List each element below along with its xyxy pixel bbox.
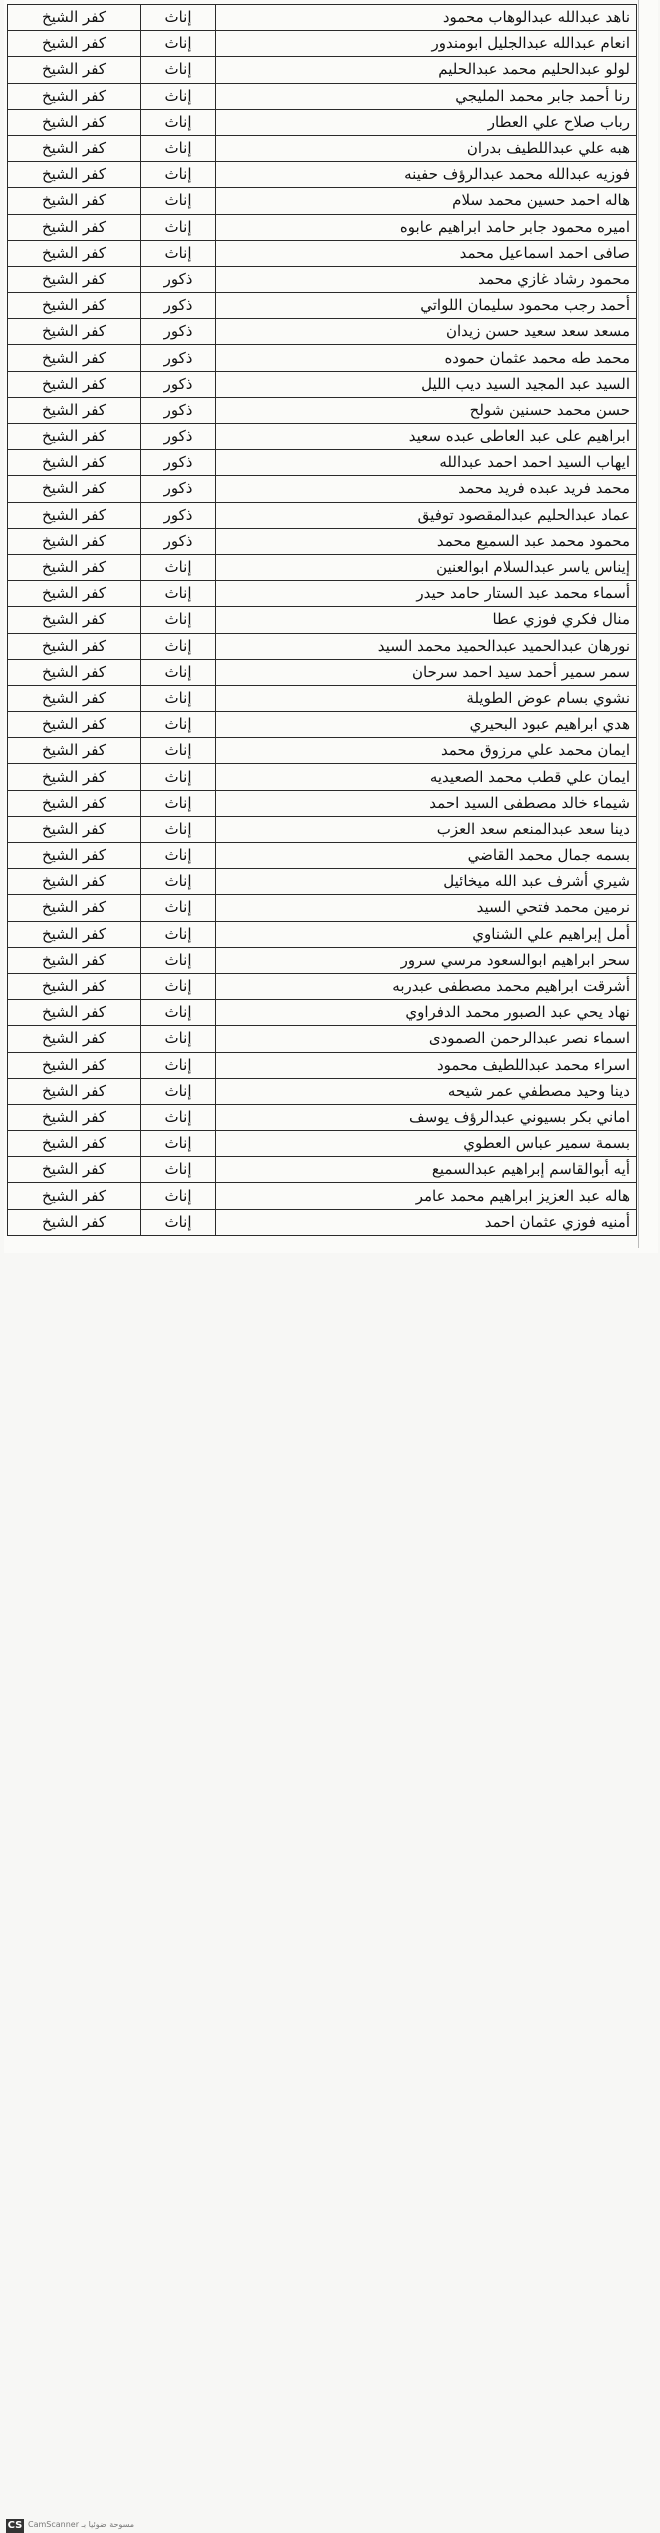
name-cell: منال فكري فوزي عطا bbox=[216, 607, 637, 633]
name-cell: محمد فريد عبده فريد محمد bbox=[216, 476, 637, 502]
name-cell: هدي ابراهيم عبود البحيري bbox=[216, 712, 637, 738]
name-cell: اسماء نصر عبدالرحمن الصمودى bbox=[216, 1026, 637, 1052]
table-row bbox=[8, 5, 637, 31]
city-cell: كفر الشيخ bbox=[8, 1209, 141, 1235]
table-row bbox=[8, 554, 637, 580]
gender-cell: إناث bbox=[141, 83, 216, 109]
city-cell: كفر الشيخ bbox=[8, 554, 141, 580]
city-cell: كفر الشيخ bbox=[8, 5, 141, 31]
name-cell: أشرقت ابراهيم محمد مصطفى عبدربه bbox=[216, 973, 637, 999]
name-cell: نشوي بسام عوض الطويلة bbox=[216, 685, 637, 711]
name-cell: لولو عبدالحليم محمد عبدالحليم bbox=[216, 57, 637, 83]
name-cell: إيناس ياسر عبدالسلام ابوالعنين bbox=[216, 554, 637, 580]
name-cell: محمد طه محمد عثمان حموده bbox=[216, 345, 637, 371]
city-cell: كفر الشيخ bbox=[8, 240, 141, 266]
city-cell: كفر الشيخ bbox=[8, 57, 141, 83]
table-row bbox=[8, 31, 637, 57]
name-cell: حسن محمد حسنين شولح bbox=[216, 397, 637, 423]
table-row bbox=[8, 581, 637, 607]
city-cell: كفر الشيخ bbox=[8, 1104, 141, 1130]
name-cell: أحمد رجب محمود سليمان اللواتي bbox=[216, 293, 637, 319]
city-cell: كفر الشيخ bbox=[8, 293, 141, 319]
city-cell: كفر الشيخ bbox=[8, 659, 141, 685]
roster-body bbox=[8, 5, 637, 1236]
name-cell: اسراء محمد عبداللطيف محمود bbox=[216, 1052, 637, 1078]
city-cell: كفر الشيخ bbox=[8, 738, 141, 764]
table-row bbox=[8, 345, 637, 371]
gender-cell: إناث bbox=[141, 1078, 216, 1104]
name-cell: ايمان علي قطب محمد الصعيديه bbox=[216, 764, 637, 790]
table-row bbox=[8, 109, 637, 135]
name-cell: دينا وحيد مصطفي عمر شيحه bbox=[216, 1078, 637, 1104]
gender-cell: إناث bbox=[141, 1000, 216, 1026]
city-cell: كفر الشيخ bbox=[8, 162, 141, 188]
name-cell: انعام عبدالله عبدالجليل ابومندور bbox=[216, 31, 637, 57]
table-row bbox=[8, 319, 637, 345]
name-cell: اميره محمود جابر حامد ابراهيم عابوه bbox=[216, 214, 637, 240]
name-cell: ايهاب السيد احمد احمد عبدالله bbox=[216, 450, 637, 476]
gender-cell: إناث bbox=[141, 5, 216, 31]
table-row bbox=[8, 1183, 637, 1209]
gender-cell: إناث bbox=[141, 738, 216, 764]
table-row bbox=[8, 240, 637, 266]
gender-cell: إناث bbox=[141, 214, 216, 240]
table-row bbox=[8, 57, 637, 83]
gender-cell: ذكور bbox=[141, 345, 216, 371]
table-row bbox=[8, 266, 637, 292]
table-row bbox=[8, 293, 637, 319]
table-row bbox=[8, 895, 637, 921]
city-cell: كفر الشيخ bbox=[8, 816, 141, 842]
gender-cell: إناث bbox=[141, 764, 216, 790]
gender-cell: إناث bbox=[141, 1131, 216, 1157]
name-cell: نرمين محمد فتحي السيد bbox=[216, 895, 637, 921]
table-row bbox=[8, 162, 637, 188]
gender-cell: ذكور bbox=[141, 293, 216, 319]
city-cell: كفر الشيخ bbox=[8, 1157, 141, 1183]
gender-cell: إناث bbox=[141, 1209, 216, 1235]
table-row bbox=[8, 816, 637, 842]
gender-cell: إناث bbox=[141, 1026, 216, 1052]
gender-cell: إناث bbox=[141, 240, 216, 266]
gender-cell: إناث bbox=[141, 135, 216, 161]
table-row bbox=[8, 712, 637, 738]
camscanner-watermark-text: CamScanner مسوحة ضوئيا بـ bbox=[28, 2520, 135, 2529]
table-row bbox=[8, 869, 637, 895]
name-cell: أمل إبراهيم علي الشناوي bbox=[216, 921, 637, 947]
gender-cell: إناث bbox=[141, 162, 216, 188]
table-row bbox=[8, 476, 637, 502]
city-cell: كفر الشيخ bbox=[8, 581, 141, 607]
gender-cell: إناث bbox=[141, 1104, 216, 1130]
name-cell: ابراهيم على عبد العاطى عبده سعيد bbox=[216, 424, 637, 450]
name-cell: أيه أبوالقاسم إبراهيم عبدالسميع bbox=[216, 1157, 637, 1183]
city-cell: كفر الشيخ bbox=[8, 973, 141, 999]
table-row bbox=[8, 1000, 637, 1026]
table-row bbox=[8, 424, 637, 450]
table-row bbox=[8, 502, 637, 528]
gender-cell: إناث bbox=[141, 57, 216, 83]
city-cell: كفر الشيخ bbox=[8, 424, 141, 450]
name-cell: صافى احمد اسماعيل محمد bbox=[216, 240, 637, 266]
table-row bbox=[8, 214, 637, 240]
name-cell: بسمة سمير عباس العطوي bbox=[216, 1131, 637, 1157]
gender-cell: إناث bbox=[141, 659, 216, 685]
city-cell: كفر الشيخ bbox=[8, 266, 141, 292]
city-cell: كفر الشيخ bbox=[8, 109, 141, 135]
gender-cell: ذكور bbox=[141, 319, 216, 345]
table-row bbox=[8, 371, 637, 397]
name-cell: فوزيه عبدالله محمد عبدالرؤف حفينه bbox=[216, 162, 637, 188]
gender-cell: إناث bbox=[141, 109, 216, 135]
gender-cell: إناث bbox=[141, 921, 216, 947]
table-row bbox=[8, 1026, 637, 1052]
city-cell: كفر الشيخ bbox=[8, 947, 141, 973]
city-cell: كفر الشيخ bbox=[8, 188, 141, 214]
page-edge-line bbox=[638, 0, 639, 1248]
gender-cell: إناث bbox=[141, 1157, 216, 1183]
table-row bbox=[8, 633, 637, 659]
gender-cell: إناث bbox=[141, 712, 216, 738]
name-cell: ايمان محمد علي مرزوق محمد bbox=[216, 738, 637, 764]
table-row bbox=[8, 947, 637, 973]
gender-cell: إناث bbox=[141, 843, 216, 869]
name-cell: رباب صلاح علي العطار bbox=[216, 109, 637, 135]
name-cell: هبه علي عبداللطيف بدران bbox=[216, 135, 637, 161]
city-cell: كفر الشيخ bbox=[8, 345, 141, 371]
gender-cell: ذكور bbox=[141, 476, 216, 502]
city-cell: كفر الشيخ bbox=[8, 633, 141, 659]
city-cell: كفر الشيخ bbox=[8, 869, 141, 895]
gender-cell: ذكور bbox=[141, 528, 216, 554]
gender-cell: إناث bbox=[141, 973, 216, 999]
name-cell: أسماء محمد عبد الستار حامد حيدر bbox=[216, 581, 637, 607]
gender-cell: إناث bbox=[141, 607, 216, 633]
table-row bbox=[8, 843, 637, 869]
name-cell: محمود محمد عبد السميع محمد bbox=[216, 528, 637, 554]
name-cell: هاله عبد العزيز ابراهيم محمد عامر bbox=[216, 1183, 637, 1209]
table-row bbox=[8, 659, 637, 685]
city-cell: كفر الشيخ bbox=[8, 528, 141, 554]
city-cell: كفر الشيخ bbox=[8, 790, 141, 816]
gender-cell: إناث bbox=[141, 947, 216, 973]
gender-cell: إناث bbox=[141, 895, 216, 921]
table-row bbox=[8, 921, 637, 947]
city-cell: كفر الشيخ bbox=[8, 1078, 141, 1104]
city-cell: كفر الشيخ bbox=[8, 1131, 141, 1157]
name-cell: عماد عبدالحليم عبدالمقصود توفيق bbox=[216, 502, 637, 528]
city-cell: كفر الشيخ bbox=[8, 502, 141, 528]
table-row bbox=[8, 1104, 637, 1130]
gender-cell: إناث bbox=[141, 31, 216, 57]
name-cell: محمود رشاد غازي محمد bbox=[216, 266, 637, 292]
table-row bbox=[8, 790, 637, 816]
gender-cell: إناث bbox=[141, 188, 216, 214]
table-row bbox=[8, 1052, 637, 1078]
city-cell: كفر الشيخ bbox=[8, 476, 141, 502]
scanner-footer bbox=[0, 1258, 660, 2531]
city-cell: كفر الشيخ bbox=[8, 450, 141, 476]
name-cell: سحر ابراهيم ابوالسعود مرسي سرور bbox=[216, 947, 637, 973]
city-cell: كفر الشيخ bbox=[8, 764, 141, 790]
table-row bbox=[8, 738, 637, 764]
city-cell: كفر الشيخ bbox=[8, 135, 141, 161]
name-cell: سمر سمير أحمد سيد احمد سرحان bbox=[216, 659, 637, 685]
table-row bbox=[8, 135, 637, 161]
table-row bbox=[8, 685, 637, 711]
gender-cell: إناث bbox=[141, 869, 216, 895]
gender-cell: إناث bbox=[141, 1052, 216, 1078]
name-cell: اماني بكر بسيوني عبدالرؤف يوسف bbox=[216, 1104, 637, 1130]
name-cell: رنا أحمد جابر محمد المليجي bbox=[216, 83, 637, 109]
gender-cell: إناث bbox=[141, 1183, 216, 1209]
name-cell: هاله احمد حسين محمد سلام bbox=[216, 188, 637, 214]
city-cell: كفر الشيخ bbox=[8, 83, 141, 109]
table-row bbox=[8, 450, 637, 476]
gender-cell: إناث bbox=[141, 633, 216, 659]
city-cell: كفر الشيخ bbox=[8, 319, 141, 345]
city-cell: كفر الشيخ bbox=[8, 31, 141, 57]
gender-cell: ذكور bbox=[141, 502, 216, 528]
table-row bbox=[8, 973, 637, 999]
city-cell: كفر الشيخ bbox=[8, 1000, 141, 1026]
name-cell: شيماء خالد مصطفى السيد احمد bbox=[216, 790, 637, 816]
name-cell: السيد عبد المجيد السيد ديب الليل bbox=[216, 371, 637, 397]
gender-cell: ذكور bbox=[141, 424, 216, 450]
city-cell: كفر الشيخ bbox=[8, 607, 141, 633]
gender-cell: ذكور bbox=[141, 266, 216, 292]
name-cell: ناهد عبدالله عبدالوهاب محمود bbox=[216, 5, 637, 31]
table-row bbox=[8, 188, 637, 214]
name-cell: أمنيه فوزي عثمان احمد bbox=[216, 1209, 637, 1235]
city-cell: كفر الشيخ bbox=[8, 1026, 141, 1052]
name-cell: دينا سعد عبدالمنعم سعد العزب bbox=[216, 816, 637, 842]
table-row bbox=[8, 764, 637, 790]
city-cell: كفر الشيخ bbox=[8, 397, 141, 423]
name-cell: شيري أشرف عبد الله ميخائيل bbox=[216, 869, 637, 895]
scanned-page bbox=[4, 0, 658, 1253]
table-row bbox=[8, 1131, 637, 1157]
name-cell: بسمه جمال محمد القاضي bbox=[216, 843, 637, 869]
roster-table bbox=[7, 4, 637, 1236]
name-cell: نهاد يحي عبد الصبور محمد الدفراوي bbox=[216, 1000, 637, 1026]
city-cell: كفر الشيخ bbox=[8, 685, 141, 711]
city-cell: كفر الشيخ bbox=[8, 1052, 141, 1078]
city-cell: كفر الشيخ bbox=[8, 1183, 141, 1209]
table-row bbox=[8, 1209, 637, 1235]
name-cell: مسعد سعد سعيد حسن زيدان bbox=[216, 319, 637, 345]
gender-cell: إناث bbox=[141, 816, 216, 842]
table-row bbox=[8, 1157, 637, 1183]
city-cell: كفر الشيخ bbox=[8, 214, 141, 240]
table-row bbox=[8, 607, 637, 633]
camscanner-logo-icon: CS bbox=[7, 2520, 23, 2531]
gender-cell: إناث bbox=[141, 554, 216, 580]
gender-cell: إناث bbox=[141, 685, 216, 711]
gender-cell: إناث bbox=[141, 790, 216, 816]
gender-cell: ذكور bbox=[141, 450, 216, 476]
gender-cell: ذكور bbox=[141, 397, 216, 423]
city-cell: كفر الشيخ bbox=[8, 921, 141, 947]
city-cell: كفر الشيخ bbox=[8, 895, 141, 921]
city-cell: كفر الشيخ bbox=[8, 371, 141, 397]
table-row bbox=[8, 1078, 637, 1104]
city-cell: كفر الشيخ bbox=[8, 843, 141, 869]
table-row bbox=[8, 528, 637, 554]
gender-cell: إناث bbox=[141, 581, 216, 607]
gender-cell: ذكور bbox=[141, 371, 216, 397]
city-cell: كفر الشيخ bbox=[8, 712, 141, 738]
table-row bbox=[8, 397, 637, 423]
table-row bbox=[8, 83, 637, 109]
name-cell: نورهان عبدالحميد عبدالحميد محمد السيد bbox=[216, 633, 637, 659]
